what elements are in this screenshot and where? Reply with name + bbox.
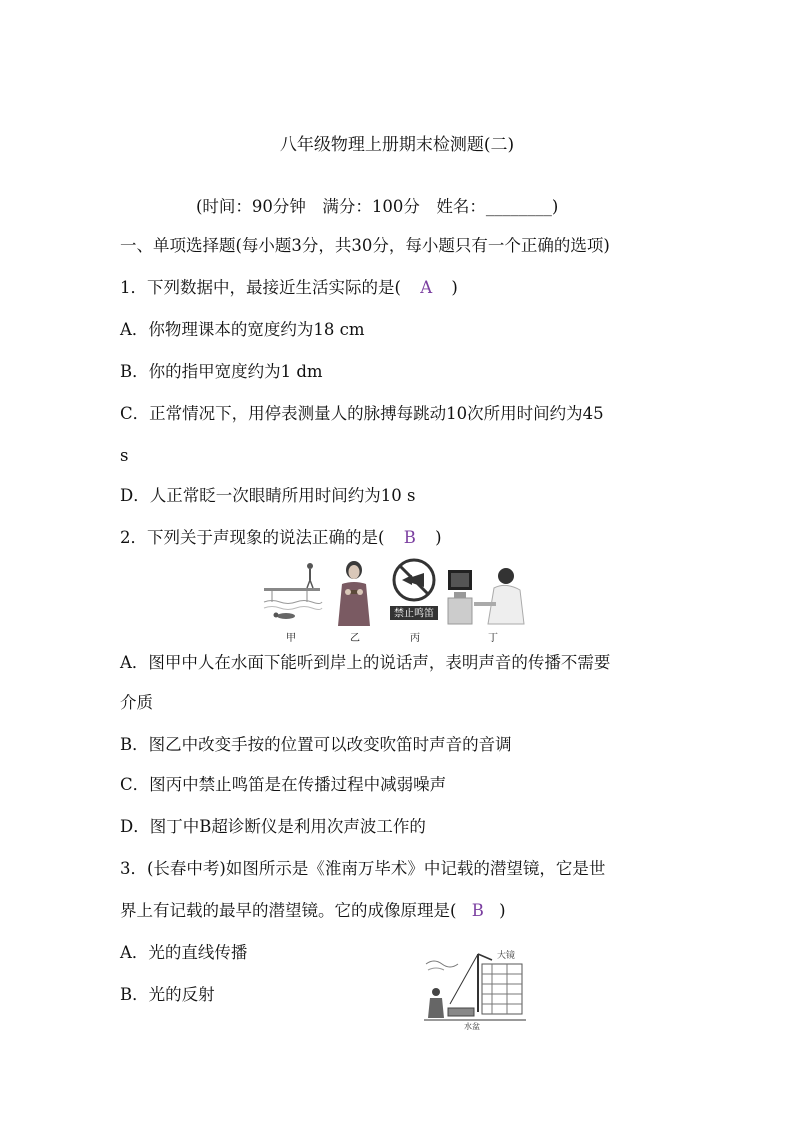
figure-label-yi: 乙 [350, 633, 360, 644]
page-title: 八年级物理上册期末检测题(二) [279, 135, 515, 155]
q2-option-c: C．图丙中禁止鸣笛是在传播过程中减弱噪声 [120, 775, 447, 794]
q1-option-c: C．正常情况下，用停表测量人的脉搏每跳动10次所用时间约为45 [120, 404, 604, 423]
figure-yi [338, 561, 370, 626]
q3-option-a: A．光的直线传播 [120, 943, 248, 962]
figure-label-ding: 丁 [488, 633, 498, 644]
q2-option-a: A．图甲中人在水面下能听到岸上的说话声，表明声音的传播不需要 [120, 653, 611, 672]
figure-jia [264, 563, 322, 619]
exam-info: (时间：90分钟 满分：100分 姓名：________) [196, 197, 559, 216]
figure-ding [448, 568, 524, 624]
q1-option-b: B．你的指甲宽度约为1 dm [120, 362, 323, 381]
figure-label-jia: 甲 [286, 633, 296, 644]
question-2-figure [262, 558, 530, 642]
question-1-stem [120, 277, 458, 299]
question-3-figure [422, 946, 528, 1030]
q2-option-a-cont: 介质 [120, 693, 153, 712]
question-3-close: ) [499, 901, 506, 920]
q1-option-d: D．人正常眨一次眼睛所用时间约为10 s [120, 486, 416, 505]
question-2-text: 2．下列关于声现象的说法正确的是( [120, 528, 385, 547]
q3-option-b: B．光的反射 [120, 985, 215, 1004]
figure-label-bing: 丙 [410, 633, 420, 644]
q1-option-c-cont: s [120, 446, 129, 465]
question-2-answer: B [403, 528, 416, 547]
question-2-close: ) [435, 528, 442, 547]
question-1-close: ) [451, 278, 458, 297]
question-2-stem [120, 527, 442, 549]
periscope-top-label: 大镜 [496, 951, 516, 961]
figure-bing [390, 560, 438, 620]
periscope-bottom-label: 水盆 [464, 1022, 480, 1030]
question-3-stem-cont [120, 900, 506, 922]
q2-option-b: B．图乙中改变手按的位置可以改变吹笛时声音的音调 [120, 735, 512, 754]
q2-option-d: D．图丁中B超诊断仪是利用次声波工作的 [120, 817, 426, 836]
question-1-text: 1．下列数据中，最接近生活实际的是( [120, 278, 401, 297]
question-3-text: 界上有记载的最早的潜望镜。它的成像原理是( [120, 901, 457, 920]
question-3-answer: B [471, 901, 484, 920]
q1-option-a: A．你物理课本的宽度约为18 cm [120, 320, 365, 339]
question-3-stem: 3．(长春中考)如图所示是《淮南万毕术》中记载的潜望镜，它是世 [120, 859, 606, 878]
section-heading: 一、单项选择题(每小题3分，共30分，每小题只有一个正确的选项) [120, 236, 610, 255]
no-honking-sign-text: 禁止鸣笛 [394, 608, 434, 620]
question-1-answer: A [420, 278, 433, 297]
periscope-woodcut-illustration [422, 946, 528, 1030]
